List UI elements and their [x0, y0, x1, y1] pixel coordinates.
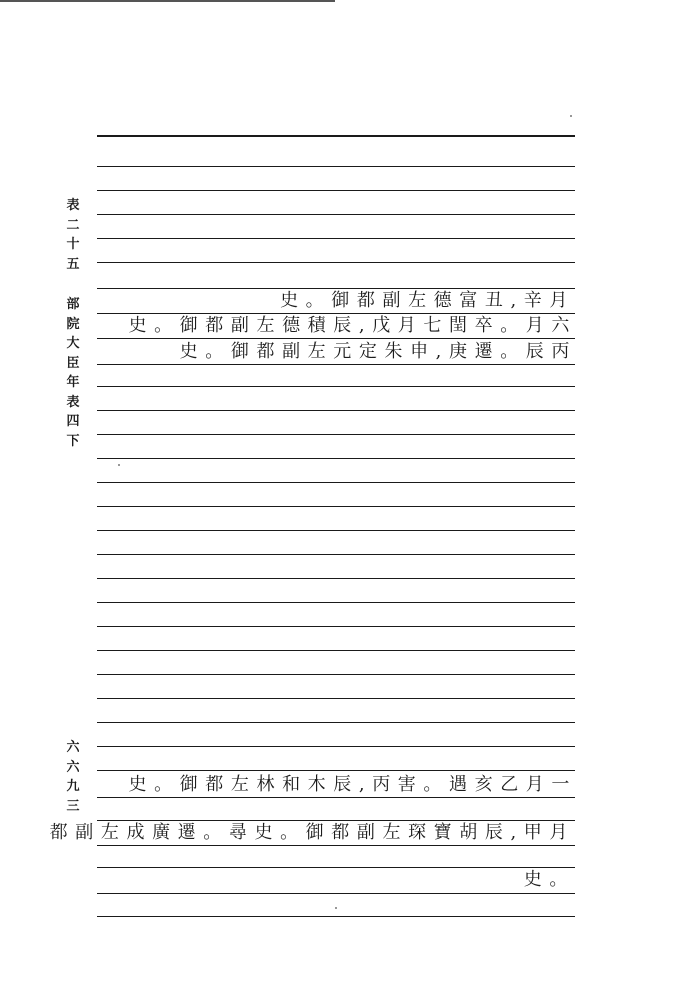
- table-rule: [97, 434, 575, 435]
- table-rule: [97, 238, 575, 239]
- side-title-char: 大: [66, 336, 80, 351]
- table-rule: [97, 166, 575, 167]
- table-rule: [97, 578, 575, 579]
- entry-line: 史。御都副左元定朱申,庚遷。辰丙: [179, 341, 577, 362]
- table-rule: [97, 626, 575, 627]
- table-rule: [97, 820, 575, 821]
- table-rule: [97, 916, 575, 917]
- side-title-char: 院: [66, 316, 80, 332]
- entry-line: 史。: [523, 869, 575, 890]
- side-title-char: 二: [66, 217, 80, 233]
- page-number-digit: 九: [66, 779, 80, 794]
- table-rule: [97, 262, 575, 263]
- table-rule: [97, 797, 575, 798]
- top-edge-rule: [0, 0, 335, 2]
- side-title-char: 下: [66, 433, 80, 449]
- side-title-part-1: [62, 196, 84, 274]
- entry-line: 史。御都左林和木辰,丙害。遇亥乙月一: [128, 774, 577, 795]
- scan-speck: [335, 907, 337, 909]
- table-rule: [97, 338, 575, 339]
- table-rule: [97, 770, 575, 771]
- table-rule: [97, 288, 575, 289]
- table-rule: [97, 530, 575, 531]
- entry-line: 都副左成廣遷。尋史。御都副左琛寶胡辰,甲月: [49, 822, 575, 843]
- side-title-char: 年: [66, 375, 80, 390]
- side-title-char: 表: [66, 394, 80, 410]
- table-rule: [97, 602, 575, 603]
- table-rule: [97, 135, 575, 137]
- table-rule: [97, 674, 575, 675]
- side-title-char: 五: [66, 256, 80, 272]
- page-number-digit: 三: [66, 798, 80, 814]
- table-rule: [97, 506, 575, 507]
- side-title-char: 四: [66, 414, 80, 429]
- table-rule: [97, 214, 575, 215]
- side-title-char: 表: [66, 198, 80, 213]
- page-number-digit: 六: [66, 740, 80, 755]
- page-number: [62, 738, 84, 816]
- table-rule: [97, 650, 575, 651]
- table-rule: [97, 698, 575, 699]
- page-number-digit: 六: [66, 759, 80, 775]
- table-rule: [97, 410, 575, 411]
- scan-speck: [570, 115, 572, 117]
- entry-line: 史。御都副左德積辰,戊月七閏卒。月六: [128, 315, 577, 336]
- table-rule: [97, 190, 575, 191]
- table-rule: [97, 313, 575, 314]
- table-rule: [97, 722, 575, 723]
- entry-line: 史。御都副左德富丑,辛月: [280, 290, 575, 311]
- table-rule: [97, 364, 575, 365]
- side-title-part-2: [62, 295, 84, 451]
- scan-speck: [118, 464, 120, 466]
- table-rule: [97, 845, 575, 846]
- table-rule: [97, 386, 575, 387]
- table-rule: [97, 867, 575, 868]
- table-rule: [97, 746, 575, 747]
- side-title-char: 臣: [66, 355, 80, 371]
- table-rule: [97, 482, 575, 483]
- side-title-char: 部: [66, 297, 80, 312]
- table-rule: [97, 554, 575, 555]
- table-rule: [97, 893, 575, 894]
- side-title-char: 十: [66, 237, 80, 252]
- table-rule: [97, 458, 575, 459]
